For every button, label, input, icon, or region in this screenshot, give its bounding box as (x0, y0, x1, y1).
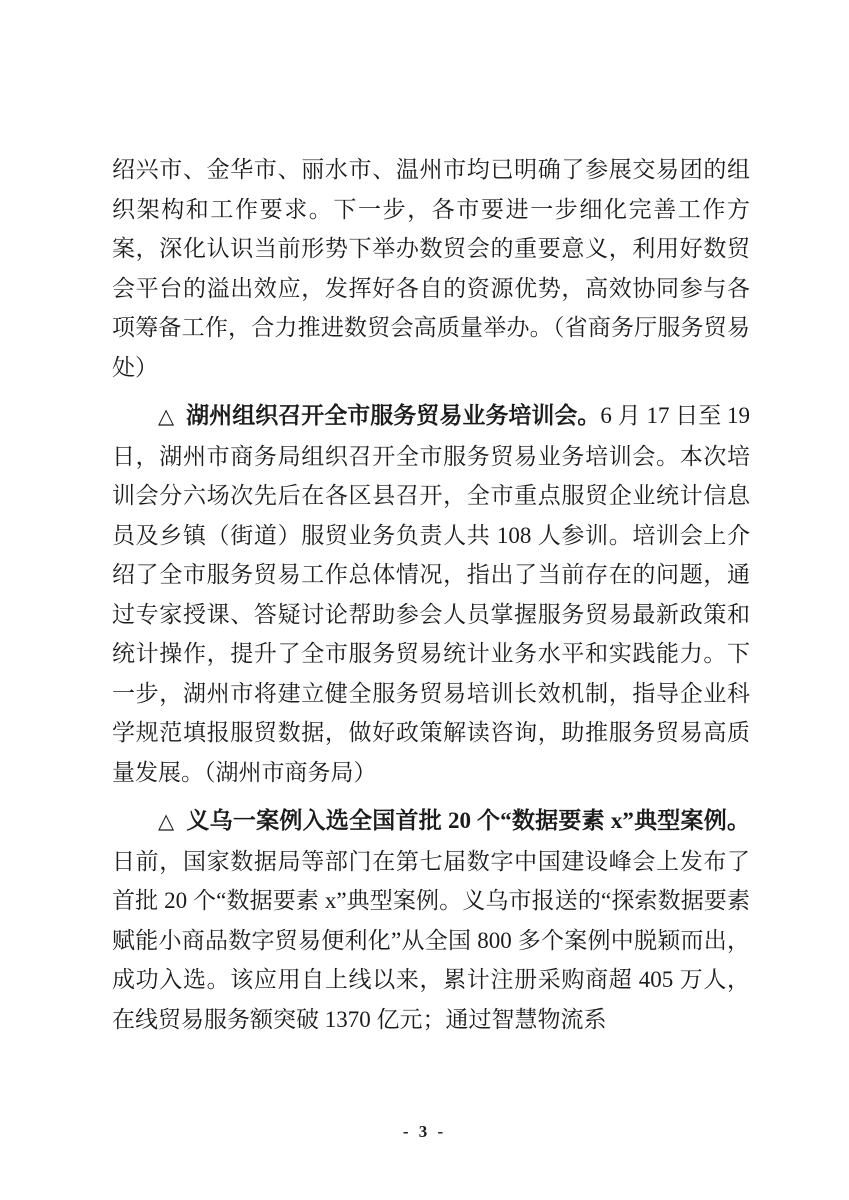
paragraph-huzhou-training (112, 396, 750, 792)
triangle-bullet-icon: △ (158, 404, 175, 428)
paragraph-huzhou-training-body: 6 月 17 日至 19 日，湖州市商务局组织召开全市服务贸易业务培训会。本次培训会分六场次先后在各区县召开，全市重点服贸企业统计信息员及乡镇（街道）服贸业务负责人共 108 人参训。培训会上介绍了全市服务贸易工作总体情况，指出了当前存在的问题，通过专家授课、答疑讨论帮助参会人员掌握服务贸易最新政策和统计操作，提升了全市服务贸易统计业务水平和实践能力。下一步，湖州市将建立健全服务贸易培训长效机制，指导企业科学规范填报服贸数据，做好政策解读咨询，助推服务贸易高质量发展。（湖州市商务局） (112, 403, 751, 785)
paragraph-continuation-text: 绍兴市、金华市、丽水市、温州市均已明确了参展交易团的组织架构和工作要求。下一步，各市要进一步细化完善工作方案，深化认识当前形势下举办数贸会的重要意义，利用好数贸会平台的溢出效应，发挥好各自的资源优势，高效协同参与各项筹备工作，合力推进数贸会高质量举办。（省商务厅服务贸易处） (112, 157, 750, 380)
paragraph-yiwu-case-title: 义乌一案例入选全国首批 20 个“数据要素 x”典型案例。 (186, 808, 750, 833)
triangle-bullet-icon: △ (158, 809, 175, 833)
paragraph-yiwu-case (112, 801, 750, 1039)
paragraph-huzhou-training-title: 湖州组织召开全市服务贸易业务培训会。 (186, 403, 601, 428)
paragraph-yiwu-case-body: 日前，国家数据局等部门在第七届数字中国建设峰会上发布了首批 20 个“数据要素 x”典型案例。义乌市报送的“探索数据要素赋能小商品数字贸易便利化”从全国 800 多个案例中脱颖而出，成功入选。该应用自上线以来，累计注册采购商超 405 万人，在线贸易服务额突破 1370 亿元；通过智慧物流系 (112, 848, 750, 1032)
paragraph-continuation (112, 150, 750, 387)
document-body (112, 150, 750, 1039)
page-number: - 3 - (402, 1122, 447, 1141)
page-footer (0, 1122, 849, 1142)
